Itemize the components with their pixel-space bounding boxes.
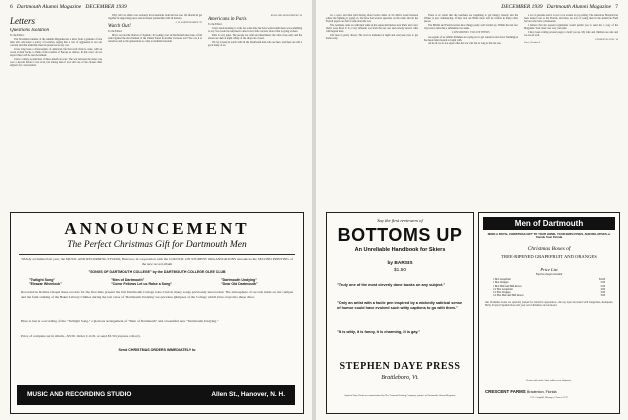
letter1-subhead: Questions Isolation [10, 28, 50, 33]
article-column-1 [326, 14, 418, 208]
price-item: 1/2 Box Grapefruit [493, 287, 513, 291]
studio-name: MUSIC AND RECORDING STUDIO [27, 391, 132, 398]
left-page [0, 0, 312, 420]
price-value: 5.00 [600, 281, 605, 285]
publisher-footer: Stephen Daye Books are manufactured by The Vermont Printing Company, printers of Dartmouth Alumni Magazine [344, 394, 456, 397]
announcement-extra: Here at last is a recording of the "Twilight Song," a glorious arrangement of "Men of Dartmouth" and a beautiful new "Dartmouth Undying." [21, 319, 219, 323]
price-item: 1 Box Grapefruit [493, 278, 511, 281]
letter2-paragraph: May I second the motion of 'Sparkie.' In looking over all Dartmouth men take a firm stand against the involvement of the United States in another overseas war? We owe it to ourselves and to the generations to come to maintain freedom. [108, 33, 202, 44]
article-signature: CHARLES B. HALL '18 [595, 37, 618, 41]
letter3-subhead: Americans in Paris [208, 17, 247, 23]
article-paragraph: Life here is pretty dreary. The town is darkened at night and everyone tries to get home early. [326, 34, 418, 41]
article-paragraph: I have been writing several pages to hold you up. My wife and children are safe and we are all well. [524, 30, 618, 38]
article-paragraph: a lot of gasoline and it is not to be wasted on joy-riding. The American Hospital has been turned over to the French, and there are lots of young men in the American Field Service who have volunteered. [524, 14, 618, 24]
right-running-title: Dartmouth Alumni Magazine [546, 4, 612, 10]
fruit-ad-subtitle: Christmas Boxes of [527, 246, 571, 252]
bottoms-up-quote: "Only an artist with a facile pen inspired by a wickedly satirical sense of humor could have evolved such witty captions to go with them." [337, 301, 463, 310]
price-value: 3.00 [600, 287, 605, 291]
fruit-ad-tagline: SEND A ROYAL CHRISTMAS GIFT TO YOUR HOME, YOUR EMPLOYEES, AND RELATIVES or friends from Florida [487, 232, 611, 240]
price-value: 5.00 [600, 284, 605, 288]
article-paragraph: As regards of us exhibit Irishmen are trying not to get ourselves involved. Washington has been rather heated to begin with. [424, 35, 518, 42]
article-column-2 [424, 14, 518, 208]
bottoms-up-title: BOTTOMS UP [337, 225, 463, 245]
letter1-paragraph: The November number of the Alumni Magazine has a letter from a graduate of late June who advocates a policy of isolation, urging that a war of aggression is not our concern and that neutrality must be preserved at any cost. [10, 37, 102, 48]
announcement-title: ANNOUNCEMENT [64, 219, 250, 238]
fruit-company-location: Bradenton, Florida [526, 390, 557, 394]
song-item: "Dartmouth Undying" [221, 278, 257, 282]
bottoms-up-quote: "It is witty, it is funny, it is charming, it is gay." [337, 330, 421, 334]
price-item: 1/2 Box Oranges [493, 291, 511, 295]
song-item: "Come Fellows Let us Raise a Song" [111, 282, 173, 287]
song-item: "Twilight Song" [29, 278, 55, 282]
letter2-signature: A. W. BARTHOLOMEW '97 [175, 20, 202, 24]
letter1-salutation: To the Editor: [10, 34, 25, 38]
price-list-label: Price List [540, 267, 558, 272]
bottoms-up-quote: "Truly one of the most cleverly done books on any subject." [337, 283, 446, 287]
publisher-location: Brattleboro, Vt. [381, 375, 419, 381]
price-list [493, 278, 605, 298]
fruit-ad-title: Men of Dartmouth [483, 217, 615, 230]
publisher-name: STEPHEN DAYE PRESS [339, 361, 461, 372]
right-running-head [501, 4, 618, 10]
letter3-paragraph: We try to keep in touch with all the Dartmouth men who are here, and there are still a good many of us. [208, 40, 302, 48]
bottoms-up-author: by BARSIS [387, 261, 413, 266]
song-item: "Men of Dartmouth" [111, 278, 145, 282]
bottoms-up-header: Say the first reviewers of [377, 218, 423, 223]
article-paragraph: All in all we do not expect that the war will last as long as the last one. [428, 42, 502, 46]
letters-column-3 [208, 14, 302, 208]
article-paragraph: The Germans came on with their tanks in the square kilometers near Paris and a few shells were fired. It is a very different war from the last one and nobody knows what will happen next. [326, 24, 418, 34]
songs-list-middle [111, 278, 211, 287]
announcement-price: Price of complete set in album—$3.50. Order C.O.D. or send $3.50 (express collect). [21, 334, 141, 338]
letter3-salutation: To the Editor: [208, 23, 223, 27]
songs-list-right [221, 278, 299, 287]
right-page-number: 7 [615, 4, 618, 10]
article-paragraph: I believe that the present regulations would permit you to send me a copy of the Magazine. Your letter was very welcome. [524, 24, 618, 31]
letters-column-1 [10, 28, 102, 208]
announcement-cta: Send CHRISTMAS ORDERS IMMEDIATELY to [118, 348, 196, 352]
article-column-3 [524, 14, 618, 208]
fruit-company-owner: F. H. Craighill, Manager, Class of 1917 [530, 396, 568, 399]
letters-section-title: Letters [10, 16, 36, 26]
price-row [493, 294, 605, 297]
letter3-signature: ROWLAND MARSH MYERS '38 [270, 14, 302, 17]
price-item: 1 Box Half and Half Above [493, 284, 522, 288]
crescent-farms-ad [478, 212, 620, 414]
article-sign-location: Paris, October 6 [524, 41, 541, 45]
fruit-ad-body: Our Christmas boxes are specially packed for attractive appearance—the top layer decorated with Tangerines, Kumquats, Holly, Tropical Spanish moss and your own Christmas card enclosed. [485, 301, 613, 308]
announcement-footer-bar [17, 385, 295, 405]
article-paragraph: The British and French navies have things pretty well bottled up. Within the last few days news came that a submarine was sunk. [424, 24, 518, 31]
article-paragraph: There is no doubt that the Germans are beginning to get hungry already and the Winter is just commencing. If they lick out Hitler there will be trouble in many other places. [424, 14, 518, 24]
right-running-date: DECEMBER 1939 [501, 4, 543, 10]
letter1-paragraph: I have a misty recollection of three American wars. The war between the states was over a decade before I was born, but among men it was still one of the chosen chief subjects for conversation. [10, 58, 102, 68]
price-value: 3.00 [600, 294, 605, 298]
announcement-body: Recorded in Rollins Chapel these records for the first time present the full Dartmouth College Glee Club in many songs previously unrecorded. The atmosphere of records made on the campus and the faint striking of the Baker Library Chimes during the last verse of 'Dartmouth Undying' are priceless glimpses of the College which have crept into these discs. [21, 290, 293, 299]
bottoms-up-subtitle: An Unreliable Handbook for Skiers [354, 247, 446, 253]
price-item: 1/2 Box Half and Half Above [493, 294, 524, 298]
song-item: "Eleazar Wheelock" [29, 282, 62, 287]
letters-column-2 [108, 14, 202, 208]
bottoms-up-ad [326, 212, 474, 414]
letter2-subhead: Watch Out! [108, 24, 131, 30]
left-running-date: DECEMBER 1939 [85, 4, 127, 10]
announcement-intro: Widely acclaimed last year, the MUSIC AND RECORDING STUDIO, Hanover, in cooperation with the COUNCIL ON STUDENT ORGANIZATIONS announces the SECOND PRINTING of the new record album [21, 257, 293, 266]
left-running-head [10, 4, 127, 10]
studio-address: Allen St., Hanover, N. H. [211, 391, 285, 398]
bottoms-up-price: $1.50 [393, 268, 406, 273]
letter3-paragraph: I have been meaning to write for some time but have waited until there was something to say. You would be surprised to know how little we hear about what is going on here. [208, 27, 302, 34]
letter2-paragraph: Why can't we differ over seriously in its mentions from the last one. We should all get together in supporting peace and an honest partnership with all nations. [108, 14, 202, 21]
announcement-rule [19, 254, 295, 255]
right-page [316, 0, 628, 420]
announcement-subtitle: The Perfect Christmas Gift for Dartmouth Men [67, 240, 247, 250]
songs-list-left [29, 278, 109, 287]
song-item: "Dear Old Dartmouth" [221, 282, 258, 287]
price-item: 1 Box Oranges [493, 281, 509, 285]
announcement-ad [10, 212, 304, 414]
album-title: "SONGS OF DARTMOUTH COLLEGE" by the DARTMOUTH COLLEGE GLEE CLUB [88, 270, 226, 274]
fruit-ad-product: TREE-RIPENED GRAPEFRUIT AND ORANGES [501, 254, 597, 259]
fruit-company-line [485, 389, 613, 395]
left-running-title: Dartmouth Alumni Magazine [16, 4, 82, 10]
price-value: $5.00 [599, 278, 605, 281]
letter3-paragraph: Paris is very quiet. The people are calm and determined, the cafes close early and the streets are dark at night. Many of the shops are closed. [208, 33, 302, 41]
letter1-paragraph: It has long been a characteristic of American life that such visitors come, with an ocean at their backs, to think of the troubles of Europe as remote. In this case I do not expect there will be one movement. [10, 47, 102, 58]
price-value: 3.00 [600, 291, 605, 295]
article-paragraph: for a wave and then split having about twelve miles of No Man's Land between where the fighting is going on. We have had several speeches on the radio and all the French papers are full of talk about the war. [326, 14, 418, 24]
letter2-salutation: To the Editor: [108, 30, 123, 34]
fruit-company-name: CRESCENT FARMS [485, 389, 526, 394]
fruit-ad-remit: Remit with order. State address for shipment. [526, 379, 572, 382]
price-list-note: Express charges included [535, 273, 563, 276]
article-subhead: CONSIDERS VOLUNTEERS [451, 31, 491, 35]
left-page-number: 6 [10, 4, 13, 10]
